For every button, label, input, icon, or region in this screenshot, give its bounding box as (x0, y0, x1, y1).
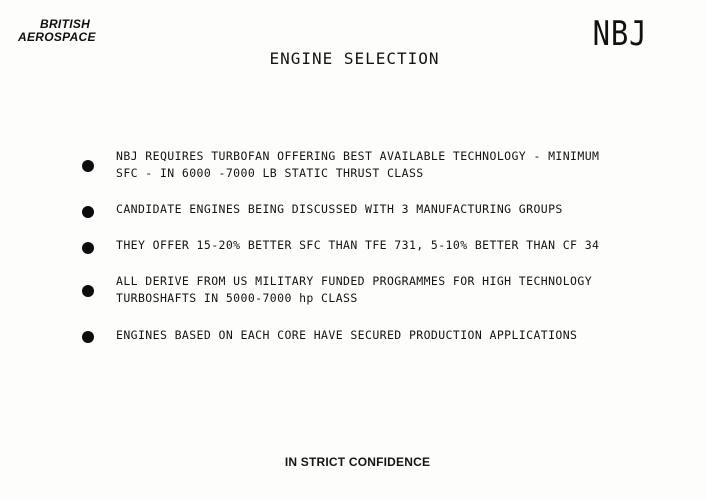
bullet-dot-icon (82, 285, 94, 297)
bullet-text-line: CANDIDATE ENGINES BEING DISCUSSED WITH 3 MANUFACTURING GROUPS (116, 202, 563, 216)
bullet-item (80, 273, 660, 307)
confidentiality-notice: IN STRICT CONFIDENCE (284, 455, 431, 469)
logo-line-aerospace: AEROSPACE (18, 30, 96, 44)
bullet-dot-icon (82, 242, 94, 254)
bullet-dot-icon (82, 160, 94, 172)
page-title: ENGINE SELECTION (269, 49, 440, 68)
british-aerospace-logo (18, 18, 128, 44)
bullet-text-line: THEY OFFER 15-20% BETTER SFC THAN TFE 731, 5-10% BETTER THAN CF 34 (116, 238, 600, 252)
bullet-dot-icon (82, 206, 94, 218)
bullet-text-line: ALL DERIVE FROM US MILITARY FUNDED PROGRAMMES FOR HIGH TECHNOLOGY (116, 274, 593, 288)
bullet-item (80, 201, 660, 218)
bullet-list (80, 148, 660, 344)
bullet-item (80, 148, 660, 182)
bullet-dot-icon (82, 331, 94, 343)
bullet-item (80, 237, 660, 254)
logo-line-british: BRITISH (40, 17, 91, 31)
bullet-item (80, 327, 660, 344)
bullet-text-line: TURBOSHAFTS IN 5000-7000 hp CLASS (116, 291, 358, 305)
bullet-text-line: ENGINES BASED ON EACH CORE HAVE SECURED PRODUCTION APPLICATIONS (116, 328, 578, 342)
bullet-text-line: NBJ REQUIRES TURBOFAN OFFERING BEST AVAILABLE TECHNOLOGY - MINIMUM (116, 149, 600, 163)
project-code: NBJ (592, 14, 647, 54)
bullet-text-line: SFC - IN 6000 -7000 LB STATIC THRUST CLASS (116, 166, 424, 180)
